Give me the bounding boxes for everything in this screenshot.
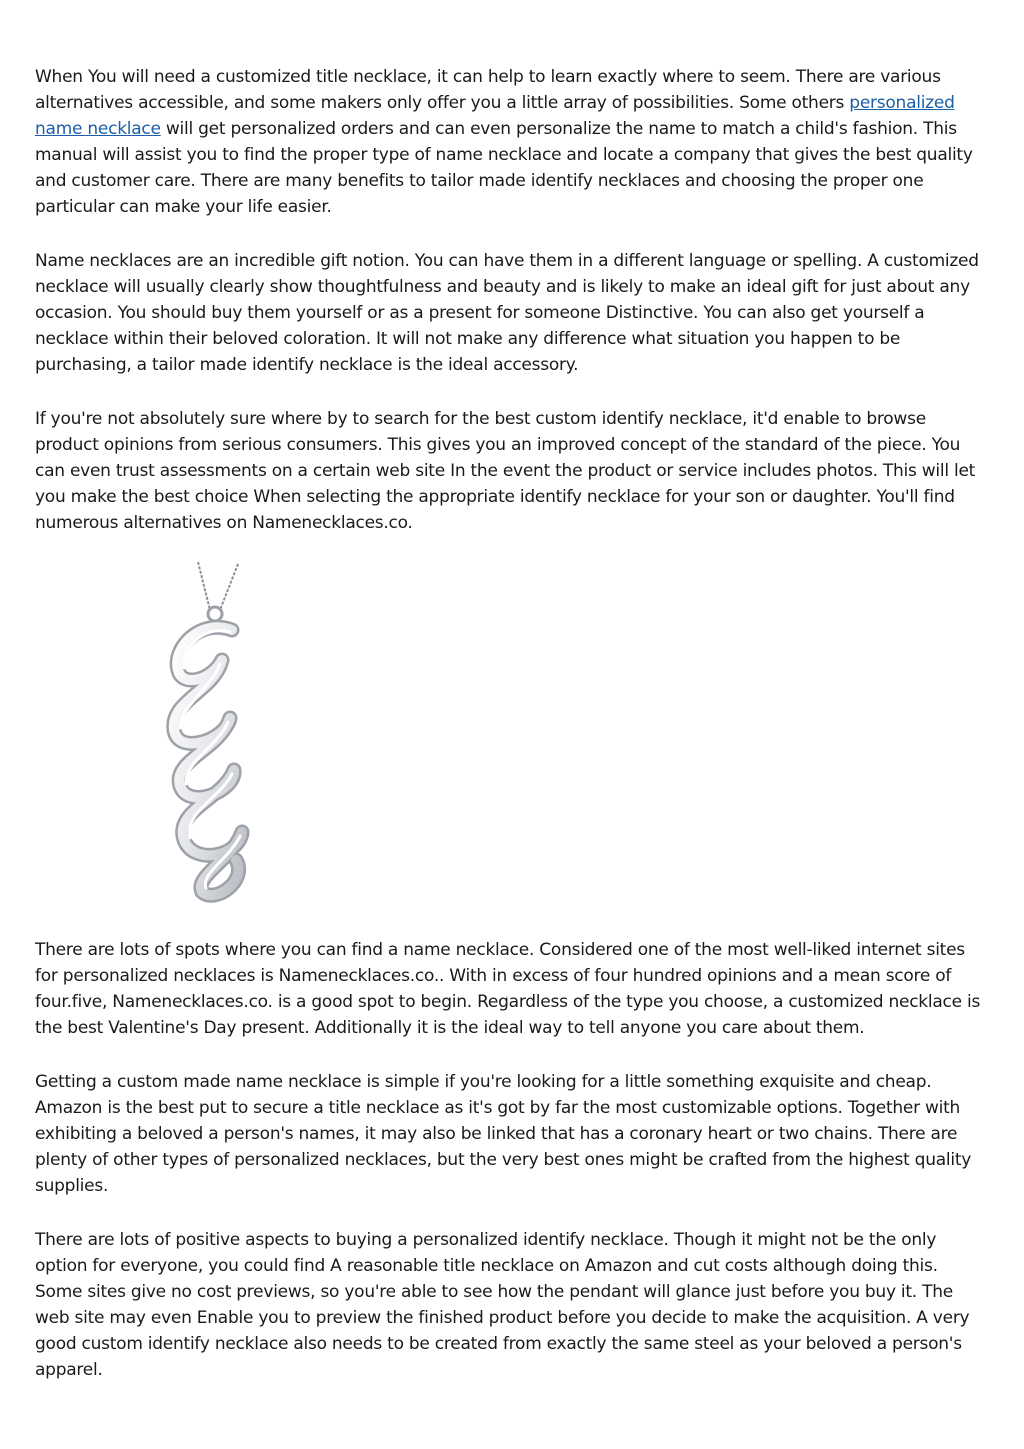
chain-right-strand [220, 564, 238, 610]
name-necklace-pendant-image [150, 560, 270, 905]
paragraph-positive-aspects: There are lots of positive aspects to buying a personalized identify necklace. Though it might not be the only option for everyone, you could find A reasonable title necklace on Amazon and cut costs although doing this. Some sites give no cost previews, so you're able to see how the pendant will glance just before you buy it. The web site may even Enable you to preview the finished product before you decide to make the acquisition. A very good custom identify necklace also needs to be created from exactly the same steel as your beloved a person's apparel. [35, 1230, 970, 1380]
chain-left-strand [198, 562, 210, 610]
bail-ring [208, 607, 222, 621]
paragraph-amazon: Getting a custom made name necklace is simple if you're looking for a little something exquisite and cheap. Amazon is the best put to secure a title necklace as it's got by far the most customizable options. Together with exhibiting a beloved a person's names, it may also be linked that has a coronary heart or two chains. There are plenty of other types of personalized necklaces, but the very best ones might be crafted from the highest quality supplies. [35, 1072, 972, 1196]
paragraph-gift-notion: Name necklaces are an incredible gift notion. You can have them in a different language or spelling. A customized necklace will usually clearly show thoughtfulness and beauty and is likely to make an ideal gift for just about any occasion. You should buy them yourself or as a present for someone Distinctive. You can also get yourself a necklace within their beloved coloration. It will not make any difference what situation you happen to be purchasing, a tailor made identify necklace is the ideal accessory. [35, 251, 979, 375]
paragraph-intro [35, 64, 990, 220]
paragraph-intro-text-before: When You will need a customized title necklace, it can help to learn exactly where to seem. There are various alternatives accessible, and some makers only offer you a little array of possibilities. Some others [35, 67, 941, 113]
paragraph-product-opinions: If you're not absolutely sure where by to search for the best custom identify necklace, it'd enable to browse product opinions from serious consumers. This gives you an improved concept of the standard of the piece. You can even trust assessments on a certain web site In the event the product or service includes photos. This will let you make the best choice When selecting the appropriate identify necklace for your son or daughter. You'll find numerous alternatives on Namenecklaces.co. [35, 409, 976, 533]
paragraph-intro-text-after: will get personalized orders and can even personalize the name to match a child's fashion. This manual will assist you to find the proper type of name necklace and locate a company that gives the best quality and customer care. There are many benefits to tailor made identify necklaces and choosing the proper one particular can make your life easier. [35, 119, 973, 217]
personalized-name-necklace-link[interactable]: personalized name necklace [35, 93, 955, 139]
pendant-illustration [150, 560, 270, 905]
paragraph-where-to-find: There are lots of spots where you can find a name necklace. Considered one of the most well-liked internet sites for personalized necklaces is Namenecklaces.co.. With in excess of four hundred opinions and a mean score of four.five, Namenecklaces.co. is a good spot to begin. Regardless of the type you choose, a customized necklace is the best Valentine's Day present. Additionally it is the ideal way to tell anyone you care about them. [35, 940, 981, 1038]
